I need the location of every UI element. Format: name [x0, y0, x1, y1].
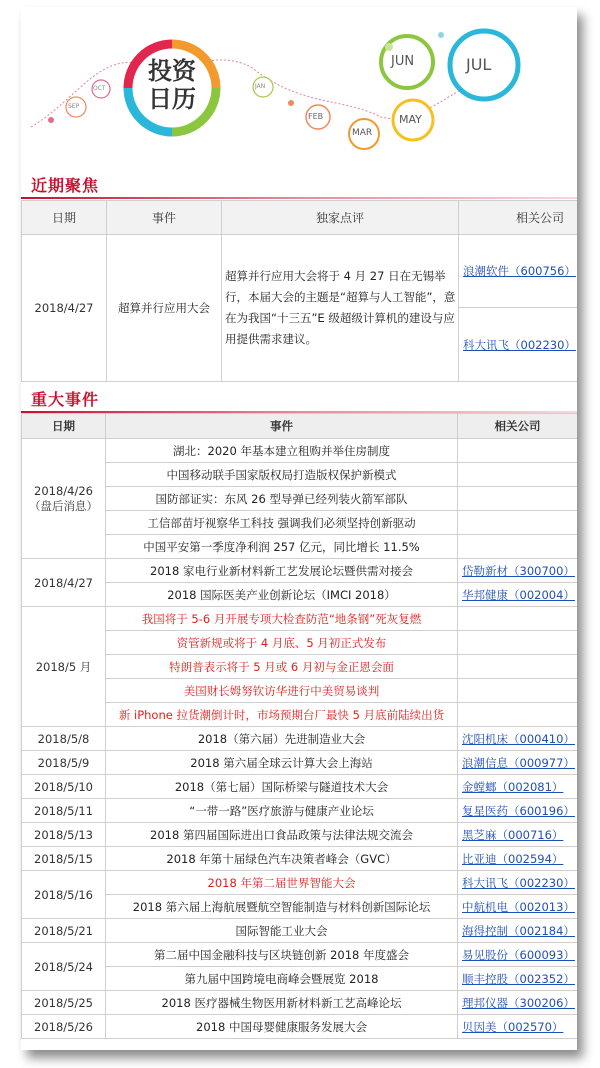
event-date-text: 2018/5/16 — [34, 887, 93, 902]
event-date — [22, 775, 106, 799]
table-row — [22, 559, 578, 583]
major-header-row — [22, 414, 578, 439]
logo-line1: 投资 — [148, 57, 196, 85]
company-link[interactable]: 顺丰控股（002352） — [458, 967, 578, 991]
table-row — [22, 655, 578, 679]
table-row — [22, 463, 578, 487]
company-link[interactable]: 黑芝麻（000716） — [458, 823, 578, 847]
company-cell — [458, 679, 578, 703]
month-jan: JAN — [255, 83, 266, 90]
event-date-text: 2018/4/26 — [34, 483, 93, 498]
event-date-text: 2018/5/21 — [34, 923, 93, 938]
company-link[interactable]: 贝因美（002570） — [458, 1015, 578, 1039]
event-name: 2018（第七届）国际桥梁与隧道技术大会 — [106, 775, 458, 799]
major-header-date: 日期 — [22, 414, 106, 439]
company-cell — [458, 535, 578, 559]
event-date — [22, 919, 106, 943]
focus-company-link[interactable]: 科大讯飞（002230） — [459, 308, 578, 382]
event-date — [22, 871, 106, 919]
event-name: 2018 医疗器械生物医用新材料新工艺高峰论坛 — [106, 991, 458, 1015]
focus-table — [21, 200, 577, 382]
event-name: 我国将于 5-6 月开展专项大检查防范“地条钢”死灰复燃 — [106, 607, 458, 631]
event-date-text: 2018/4/27 — [34, 575, 93, 590]
focus-row — [22, 235, 578, 308]
event-name: 2018 年第十届绿色汽车决策者峰会（GVC） — [106, 847, 458, 871]
table-row — [22, 535, 578, 559]
company-cell — [458, 487, 578, 511]
major-body — [22, 439, 578, 1039]
table-row — [22, 871, 578, 895]
event-date — [22, 799, 106, 823]
event-name: 国防部证实：东风 26 型导弹已经列装火箭军部队 — [106, 487, 458, 511]
table-row — [22, 847, 578, 871]
company-link[interactable]: 科大讯飞（002230） — [458, 871, 578, 895]
event-name: 资管新规或将于 4 月底、5 月初正式发布 — [106, 631, 458, 655]
event-date — [22, 943, 106, 991]
company-link[interactable]: 中航机电（002013） — [458, 895, 578, 919]
event-date — [22, 847, 106, 871]
company-cell — [458, 511, 578, 535]
event-date — [22, 559, 106, 607]
major-header-event: 事件 — [106, 414, 458, 439]
focus-header-row — [22, 201, 578, 235]
major-table — [21, 413, 577, 1039]
company-link[interactable]: 海得控制（002184） — [458, 919, 578, 943]
event-name: 第九届中国跨境电商峰会暨展览 2018 — [106, 967, 458, 991]
table-row — [22, 703, 578, 727]
table-row — [22, 895, 578, 919]
company-link[interactable]: 理邦仪器（300206） — [458, 991, 578, 1015]
event-date — [22, 439, 106, 559]
month-sep: SEP — [68, 103, 80, 110]
event-name: 2018 国际医美产业创新论坛（IMCI 2018） — [106, 583, 458, 607]
month-jun: JUN — [391, 54, 415, 69]
table-row — [22, 583, 578, 607]
event-name: 湖北：2020 年基本建立租购并举住房制度 — [106, 439, 458, 463]
event-name: 2018 第六届上海航展暨航空智能制造与材料创新国际论坛 — [106, 895, 458, 919]
company-link[interactable]: 浪潮信息（000977） — [458, 751, 578, 775]
table-row — [22, 799, 578, 823]
event-date-text: 2018/5/11 — [34, 803, 93, 818]
table-row — [22, 631, 578, 655]
company-link[interactable]: 沈阳机床（000410） — [458, 727, 578, 751]
event-name: 工信部苗圩视察华工科技 强调我们必须坚持创新驱动 — [106, 511, 458, 535]
event-name: 2018 第四届国际进出口食品政策与法律法规交流会 — [106, 823, 458, 847]
table-row — [22, 967, 578, 991]
event-name: 美国财长姆努钦访华进行中美贸易谈判 — [106, 679, 458, 703]
focus-comment: 超算并行应用大会将于 4 月 27 日在无锡举行，本届大会的主题是“超算与人工智能”，意在为我国“十三五”E 级超级计算机的建设与应用提供需求建议。 — [222, 235, 459, 382]
table-row — [22, 511, 578, 535]
focus-header-date: 日期 — [22, 201, 107, 235]
event-date — [22, 991, 106, 1015]
company-link[interactable]: 金螳螂（002081） — [458, 775, 578, 799]
focus-date: 2018/4/27 — [22, 235, 107, 382]
event-date-text: 2018/5/9 — [37, 755, 90, 770]
company-cell — [458, 655, 578, 679]
event-name: 中国平安第一季度净利润 257 亿元，同比增长 11.5% — [106, 535, 458, 559]
event-date-text: 2018/5 月 — [35, 659, 92, 674]
month-jul: JUL — [466, 55, 492, 74]
focus-title: 近期聚焦 — [31, 176, 100, 195]
table-row — [22, 439, 578, 463]
table-row — [22, 487, 578, 511]
event-name: 2018 第六届全球云计算大会上海站 — [106, 751, 458, 775]
event-name: 国际智能工业大会 — [106, 919, 458, 943]
event-date — [22, 823, 106, 847]
event-date-text: 2018/5/13 — [34, 827, 93, 842]
company-link[interactable]: 比亚迪（002594） — [458, 847, 578, 871]
event-date-text: 2018/5/25 — [34, 995, 93, 1010]
event-date-text: 2018/5/26 — [34, 1019, 93, 1034]
event-date-text: 2018/5/15 — [34, 851, 93, 866]
event-date-text: 2018/5/8 — [37, 731, 90, 746]
event-name: 2018 家电行业新材料新工艺发展论坛暨供需对接会 — [106, 559, 458, 583]
event-date — [22, 727, 106, 751]
month-feb: FEB — [308, 112, 324, 121]
major-header-company: 相关公司 — [458, 414, 578, 439]
banner — [21, 7, 577, 172]
table-row — [22, 919, 578, 943]
month-mar: MAR — [352, 128, 373, 138]
table-row — [22, 727, 578, 751]
event-name: 2018（第六届）先进制造业大会 — [106, 727, 458, 751]
table-row — [22, 679, 578, 703]
focus-divider — [21, 197, 577, 199]
event-name: 新 iPhone 拉货潮倒计时，市场预期台厂最快 5 月底前陆续出货 — [106, 703, 458, 727]
focus-company-link[interactable]: 浪潮软件（600756） — [459, 235, 578, 308]
event-date — [22, 1015, 106, 1039]
table-row — [22, 607, 578, 631]
company-link[interactable]: 华邦健康（002004） — [458, 583, 578, 607]
table-row — [22, 775, 578, 799]
month-oct: OCT — [93, 85, 106, 92]
event-name: 2018 年第二届世界智能大会 — [106, 871, 458, 895]
table-row — [22, 823, 578, 847]
month-may: MAY — [399, 113, 422, 126]
calendar-card — [21, 7, 577, 1050]
focus-header-comment: 独家点评 — [222, 201, 459, 235]
table-row — [22, 751, 578, 775]
focus-header-event: 事件 — [107, 201, 222, 235]
event-name: 第二届中国金融科技与区块链创新 2018 年度盛会 — [106, 943, 458, 967]
company-cell — [458, 631, 578, 655]
major-title: 重大事件 — [31, 390, 100, 409]
focus-event: 超算并行应用大会 — [107, 235, 222, 382]
table-row — [22, 991, 578, 1015]
event-name: “一带一路”医疗旅游与健康产业论坛 — [106, 799, 458, 823]
company-cell — [458, 463, 578, 487]
company-cell — [458, 703, 578, 727]
event-name: 2018 中国母婴健康服务发展大会 — [106, 1015, 458, 1039]
logo-line2: 日历 — [148, 85, 196, 113]
event-name: 中国移动联手国家版权局打造版权保护新模式 — [106, 463, 458, 487]
company-link[interactable]: 岱勒新材（300700） — [458, 559, 578, 583]
table-row — [22, 1015, 578, 1039]
table-row — [22, 943, 578, 967]
event-date-text: 2018/5/24 — [34, 959, 93, 974]
logo-text — [139, 57, 205, 113]
company-cell — [458, 607, 578, 631]
focus-header-companies: 相关公司 — [459, 201, 578, 235]
event-date — [22, 751, 106, 775]
event-date-note: （盘后消息） — [29, 498, 98, 513]
company-link[interactable]: 易见股份（600093） — [458, 943, 578, 967]
event-date — [22, 607, 106, 727]
company-link[interactable]: 复星医药（600196） — [458, 799, 578, 823]
company-cell — [458, 439, 578, 463]
event-name: 特朗普表示将于 5 月或 6 月初与金正恩会面 — [106, 655, 458, 679]
event-date-text: 2018/5/10 — [34, 779, 93, 794]
